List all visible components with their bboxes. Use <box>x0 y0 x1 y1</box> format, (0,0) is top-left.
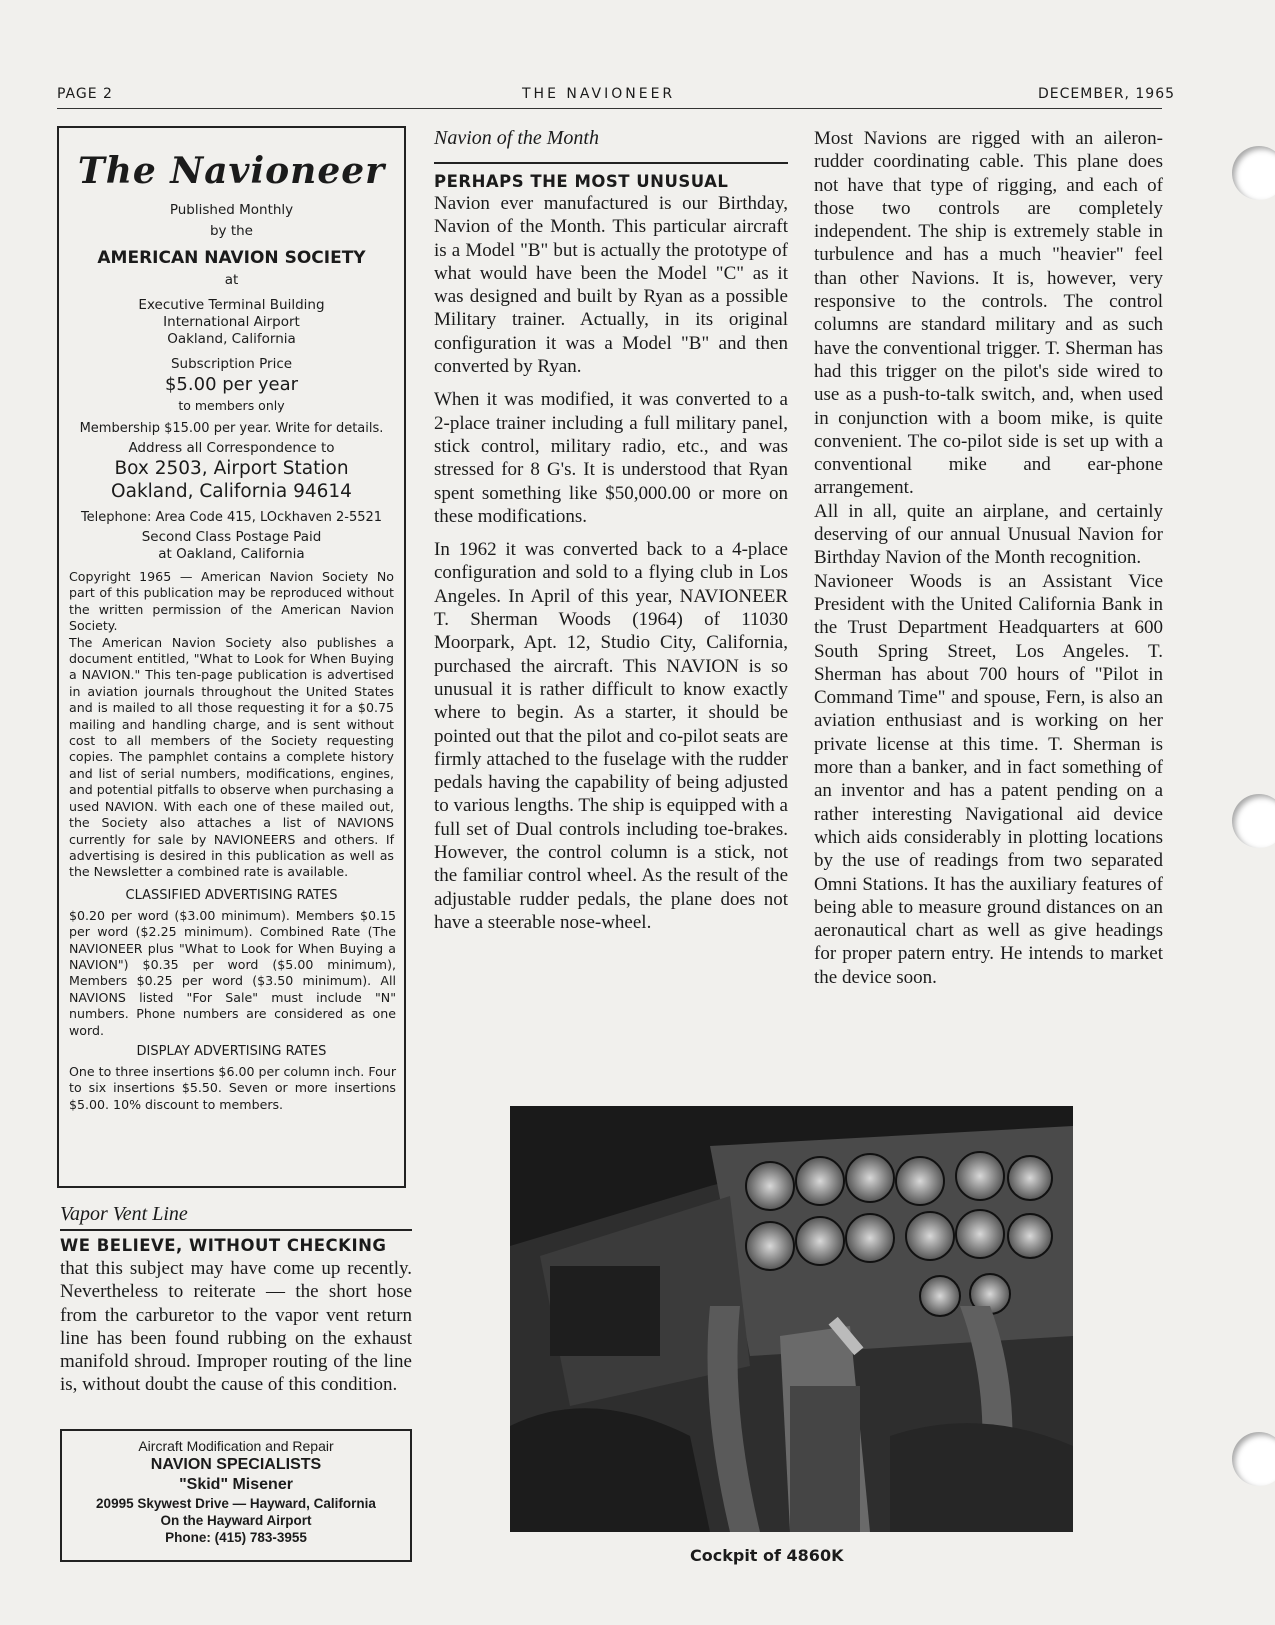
classified-title: CLASSIFIED ADVERTISING RATES <box>125 887 338 903</box>
vapor-vent-body: that this subject may have come up recently. Nevertheless to reiterate — the short hose from the carburetor to the vapor vent return line has been found rubbing on the exhaust manifold shroud. Improper routing of the line is, without doubt the cause of this condition. <box>60 1258 412 1396</box>
postage-line-1: Second Class Postage Paid <box>141 529 322 545</box>
copyright-notice: Copyright 1965 — American Navion Society No part of this publication may be reproduced without the written permission of the American Navion Society. <box>69 569 394 634</box>
address-line-2: International Airport <box>163 314 300 330</box>
address-all: Address all Correspondence to <box>128 440 335 456</box>
article-title: Navion of the Month <box>434 127 599 149</box>
article-lead: PERHAPS THE MOST UNUSUAL <box>434 172 729 191</box>
published-monthly: Published Monthly <box>169 202 294 218</box>
members-only: to members only <box>178 398 285 413</box>
membership-info: Membership $15.00 per year. Write for details. <box>79 421 384 436</box>
binder-hole <box>1232 146 1275 200</box>
section-rule <box>434 162 788 164</box>
masthead-box <box>57 126 406 1188</box>
binder-hole <box>1232 1432 1275 1486</box>
address-line-3: Oakland, California <box>167 331 296 347</box>
display-title: DISPLAY ADVERTISING RATES <box>136 1043 327 1059</box>
article-paragraph: Most Navions are rigged with an aileron-rudder coordinating cable. This plane does not have that type of rigging, and each of those two controls are completely independent. The ship is extremely stable in turbulence and has a much "heavier" feel than other Navions. It is, however, very responsive to the controls. The control columns are standard military and as such have the conventional trigger. T. Sherman has had this trigger on the pilot's side wired to use as a push-to-talk switch, and, when used in conjunction with a boom mike, is quite convenient. The co-pilot side is set up with a conventional mike and ear-phone arrangement. <box>814 128 1163 499</box>
society-name: AMERICAN NAVION SOCIETY <box>97 248 366 268</box>
cockpit-photo-illustration <box>510 1106 1073 1532</box>
article-column-2 <box>814 127 1163 989</box>
ad-line-4: 20995 Skywest Drive — Hayward, California <box>96 1496 376 1511</box>
photo-caption: Cockpit of 4860K <box>690 1546 844 1565</box>
article-paragraph: Navioneer Woods is an Assistant Vice President with the United California Bank in the Trust Department Headquarters at 600 South Spring Street, Los Angeles. T. Sherman has about 700 hours of "Pilot in Command Time" and spouse, Fern, is also an aviation enthusiast and is working on her private license at this time. T. Sherman is more than a banker, and in fact something of an inventor and has a patent pending on a rather interesting Navigational aid device which aids considerably in plotting locations by the use of readings from two separated Omni Stations. It has the auxiliary features of being able to measure ground distances on an aeronautical chart as well as give headings for proper patern entry. He intends to market the device soon. <box>814 570 1163 988</box>
vapor-vent-title: Vapor Vent Line <box>60 1203 188 1225</box>
section-rule <box>60 1229 412 1231</box>
cockpit-photo <box>510 1106 1073 1532</box>
telephone: Telephone: Area Code 415, LOckhaven 2-5521 <box>80 510 383 525</box>
article-paragraph: Navion ever manufactured is our Birthday, Navion of the Month. This particular aircraft is a Model "B" but is actually the prototype of what would have been the Model "C" as it was designed and built by Ryan as a possible Military trainer. Actually, in its original configuration it was a Model "B" and then converted by Ryan. <box>434 193 788 378</box>
ad-line-5: On the Hayward Airport <box>160 1513 312 1528</box>
vapor-vent-lead: WE BELIEVE, WITHOUT CHECKING <box>60 1236 387 1255</box>
newsletter-title: THE NAVIONEER <box>522 86 676 102</box>
subscription-price: $5.00 per year <box>164 374 299 395</box>
po-box-line-1: Box 2503, Airport Station <box>114 458 349 479</box>
article-paragraph: When it was modified, it was converted to a 2-place trainer including a full military panel, stick control, military radio, etc., and was stressed for 8 G's. It is understood that Ryan spent something like $50,000.00 or more on these modifications. <box>434 389 788 527</box>
article-column-1 <box>434 127 788 934</box>
issue-date: DECEMBER, 1965 <box>1038 86 1176 102</box>
at-label: at <box>224 272 239 288</box>
article-paragraph: All in all, quite an airplane, and certainly deserving of our annual Unusual Navion for Birthday Navion of the Month recognition. <box>814 500 1163 569</box>
advertisement-box <box>60 1429 412 1562</box>
address-line-1: Executive Terminal Building <box>138 297 325 313</box>
po-box-line-2: Oakland, California 94614 <box>111 481 352 502</box>
display-rates: One to three insertions $6.00 per column inch. Four to six insertions $5.50. Seven or more insertions $5.00. 10% discount to members. <box>69 1063 396 1112</box>
header-rule <box>57 108 1162 109</box>
by-the: by the <box>209 223 253 239</box>
publication-notice: The American Navion Society also publishes a document entitled, "What to Look for When Buying a NAVION." This ten-page publication is advertised in aviation journals throughout the United States and is mailed to all those requesting it for a $0.75 mailing and handling charge, and is sent without cost to all members of the Society requesting copies. The pamphlet contains a complete history and list of serial numbers, modifications, engines, and potential pitfalls to observe when purchasing a used NAVION. With each one of these mailed out, the Society also attaches a list of NAVIONS currently for sale by NAVIONEERS and others. If advertising is desired in this publication as well as the Newsletter a combined rate is available. <box>69 634 394 880</box>
binder-hole <box>1232 794 1275 848</box>
ad-line-1: Aircraft Modification and Repair <box>138 1438 334 1454</box>
vapor-vent-section <box>60 1203 412 1397</box>
classified-rates: $0.20 per word ($3.00 minimum). Members $0.15 per word ($2.25 minimum). Combined Rate (The NAVIONEER plus "What to Look for When Buying a NAVION") $0.35 per word ($5.00 minimum), Members $0.25 per word ($3.50 minimum). All NAVIONS listed "For Sale" must include "N" numbers. Phone numbers are considered as one word. <box>69 907 396 1038</box>
masthead-logo: The Navioneer <box>77 150 386 192</box>
ad-line-3: "Skid" Misener <box>179 1476 293 1493</box>
postage-line-2: at Oakland, California <box>158 546 305 562</box>
article-paragraph: In 1962 it was converted back to a 4-place configuration and sold to a flying club in Los Angeles. In April of this year, NAVIONEER T. Sherman Woods (1964) of 11030 Moorpark, Apt. 12, Studio City, California, purchased the aircraft. This NAVION is so unusual it is rather difficult to know exactly where to begin. As a starter, it should be pointed out that the pilot and co-pilot seats are firmly attached to the fuselage with the rudder pedals having the capability of being adjusted to various lengths. The ship is equipped with a full set of Dual controls including toe-brakes. However, the control column is a stick, not the familiar control wheel. As the result of the adjustable rudder pedals, the plane does not have a steerable nose-wheel. <box>434 539 788 933</box>
page-number: PAGE 2 <box>57 86 113 102</box>
subscription-label: Subscription Price <box>170 356 293 372</box>
ad-line-6: Phone: (415) 783-3955 <box>165 1530 307 1545</box>
ad-line-2: NAVION SPECIALISTS <box>150 1456 322 1473</box>
